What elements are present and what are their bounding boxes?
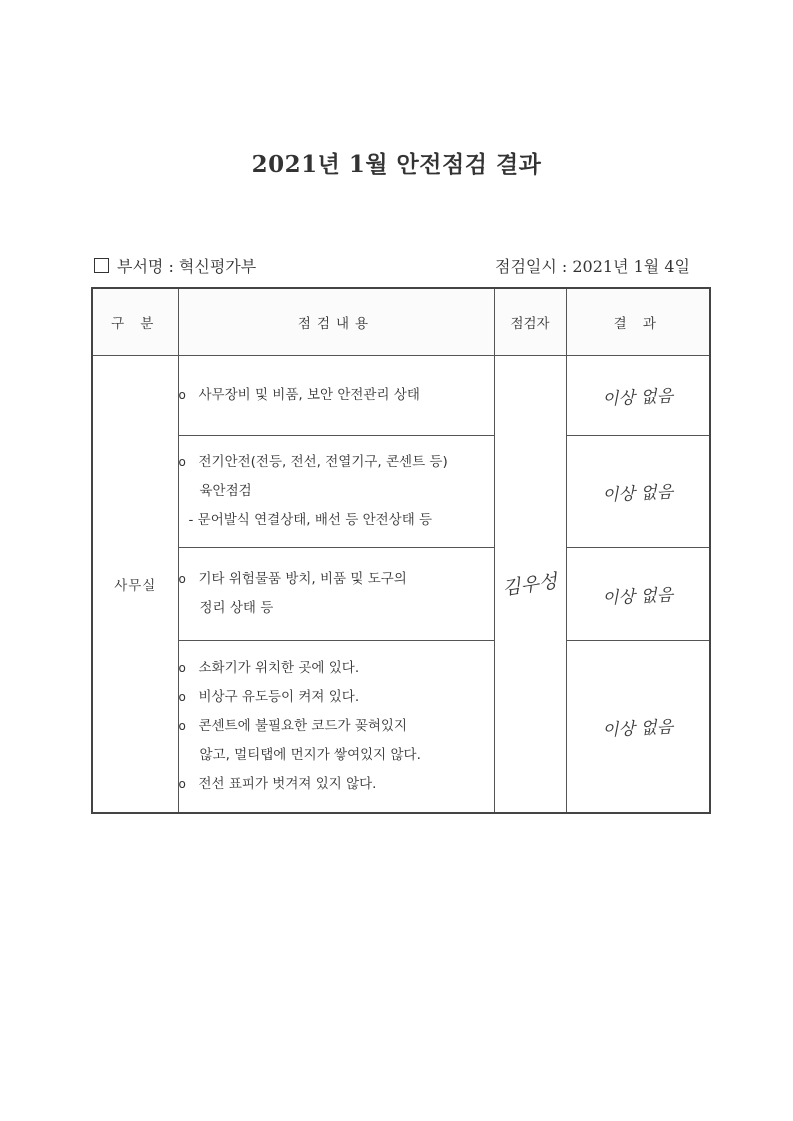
content-cell — [178, 641, 494, 813]
check-item-text: 소화기가 위치한 곳에 있다. — [198, 659, 360, 676]
department-text: 부서명 : 혁신평가부 — [117, 257, 257, 276]
check-item-subline: - 문어발식 연결상태, 배선 등 안전상태 등 — [188, 512, 433, 528]
check-item-text: 비상구 유도등이 켜져 있다. — [198, 688, 360, 705]
check-item-text: 전선 표피가 벗겨져 있지 않다. — [198, 775, 377, 792]
inspection-date: 점검일시 : 2021년 1월 4일 — [494, 257, 690, 276]
check-item — [179, 654, 494, 683]
check-item — [179, 381, 494, 410]
table-row — [92, 548, 710, 641]
circle-bullet-icon: o — [178, 660, 186, 675]
circle-bullet-icon: o — [178, 689, 186, 704]
inspector-cell — [494, 356, 566, 813]
result-cell — [566, 356, 710, 436]
meta-row — [94, 254, 706, 278]
header-inspector: 점검자 — [494, 288, 566, 356]
result-cell — [566, 548, 710, 641]
circle-bullet-icon: o — [178, 776, 186, 791]
category-cell: 사무실 — [92, 356, 178, 813]
check-item-text: 콘센트에 불필요한 코드가 꽂혀있지 — [198, 717, 407, 734]
result-cell — [566, 641, 710, 813]
check-item — [179, 712, 494, 741]
department-label — [94, 254, 256, 277]
header-result: 결 과 — [566, 288, 710, 356]
content-cell — [178, 548, 494, 641]
inspector-signature: 김우성 — [501, 570, 560, 600]
inspection-table — [91, 287, 711, 814]
result-handwriting: 이상 없음 — [601, 482, 674, 506]
check-item — [179, 565, 494, 594]
circle-bullet-icon: o — [178, 455, 186, 469]
table-header-row — [92, 288, 710, 356]
content-cell — [178, 436, 494, 548]
table-row — [92, 436, 710, 548]
table-row — [92, 356, 710, 436]
check-item-continuation: 정리 상태 등 — [199, 600, 274, 616]
header-category: 구 분 — [92, 288, 178, 356]
circle-bullet-icon: o — [178, 572, 186, 586]
check-item-text: 전기안전(전등, 전선, 전열기구, 콘센트 등) — [198, 454, 448, 470]
result-handwriting: 이상 없음 — [601, 386, 674, 410]
result-cell — [566, 436, 710, 548]
table-row — [92, 641, 710, 813]
check-item-text: 사무장비 및 비품, 보안 안전관리 상태 — [198, 387, 420, 403]
check-item — [179, 770, 494, 799]
header-content: 점검내용 — [178, 288, 494, 356]
content-cell — [178, 356, 494, 436]
check-item — [179, 683, 494, 712]
circle-bullet-icon: o — [178, 388, 186, 402]
result-handwriting: 이상 없음 — [601, 716, 674, 741]
check-item-text: 기타 위험물품 방치, 비품 및 도구의 — [198, 571, 407, 587]
check-item-continuation: 않고, 멀티탭에 먼지가 쌓여있지 않다. — [199, 746, 421, 763]
check-item — [179, 448, 494, 477]
result-handwriting: 이상 없음 — [601, 584, 674, 609]
check-item-continuation: 육안점검 — [199, 483, 252, 499]
page-title: 2021년 1월 안전점검 결과 — [251, 151, 542, 178]
checkbox-icon — [94, 258, 109, 273]
circle-bullet-icon: o — [178, 718, 186, 733]
